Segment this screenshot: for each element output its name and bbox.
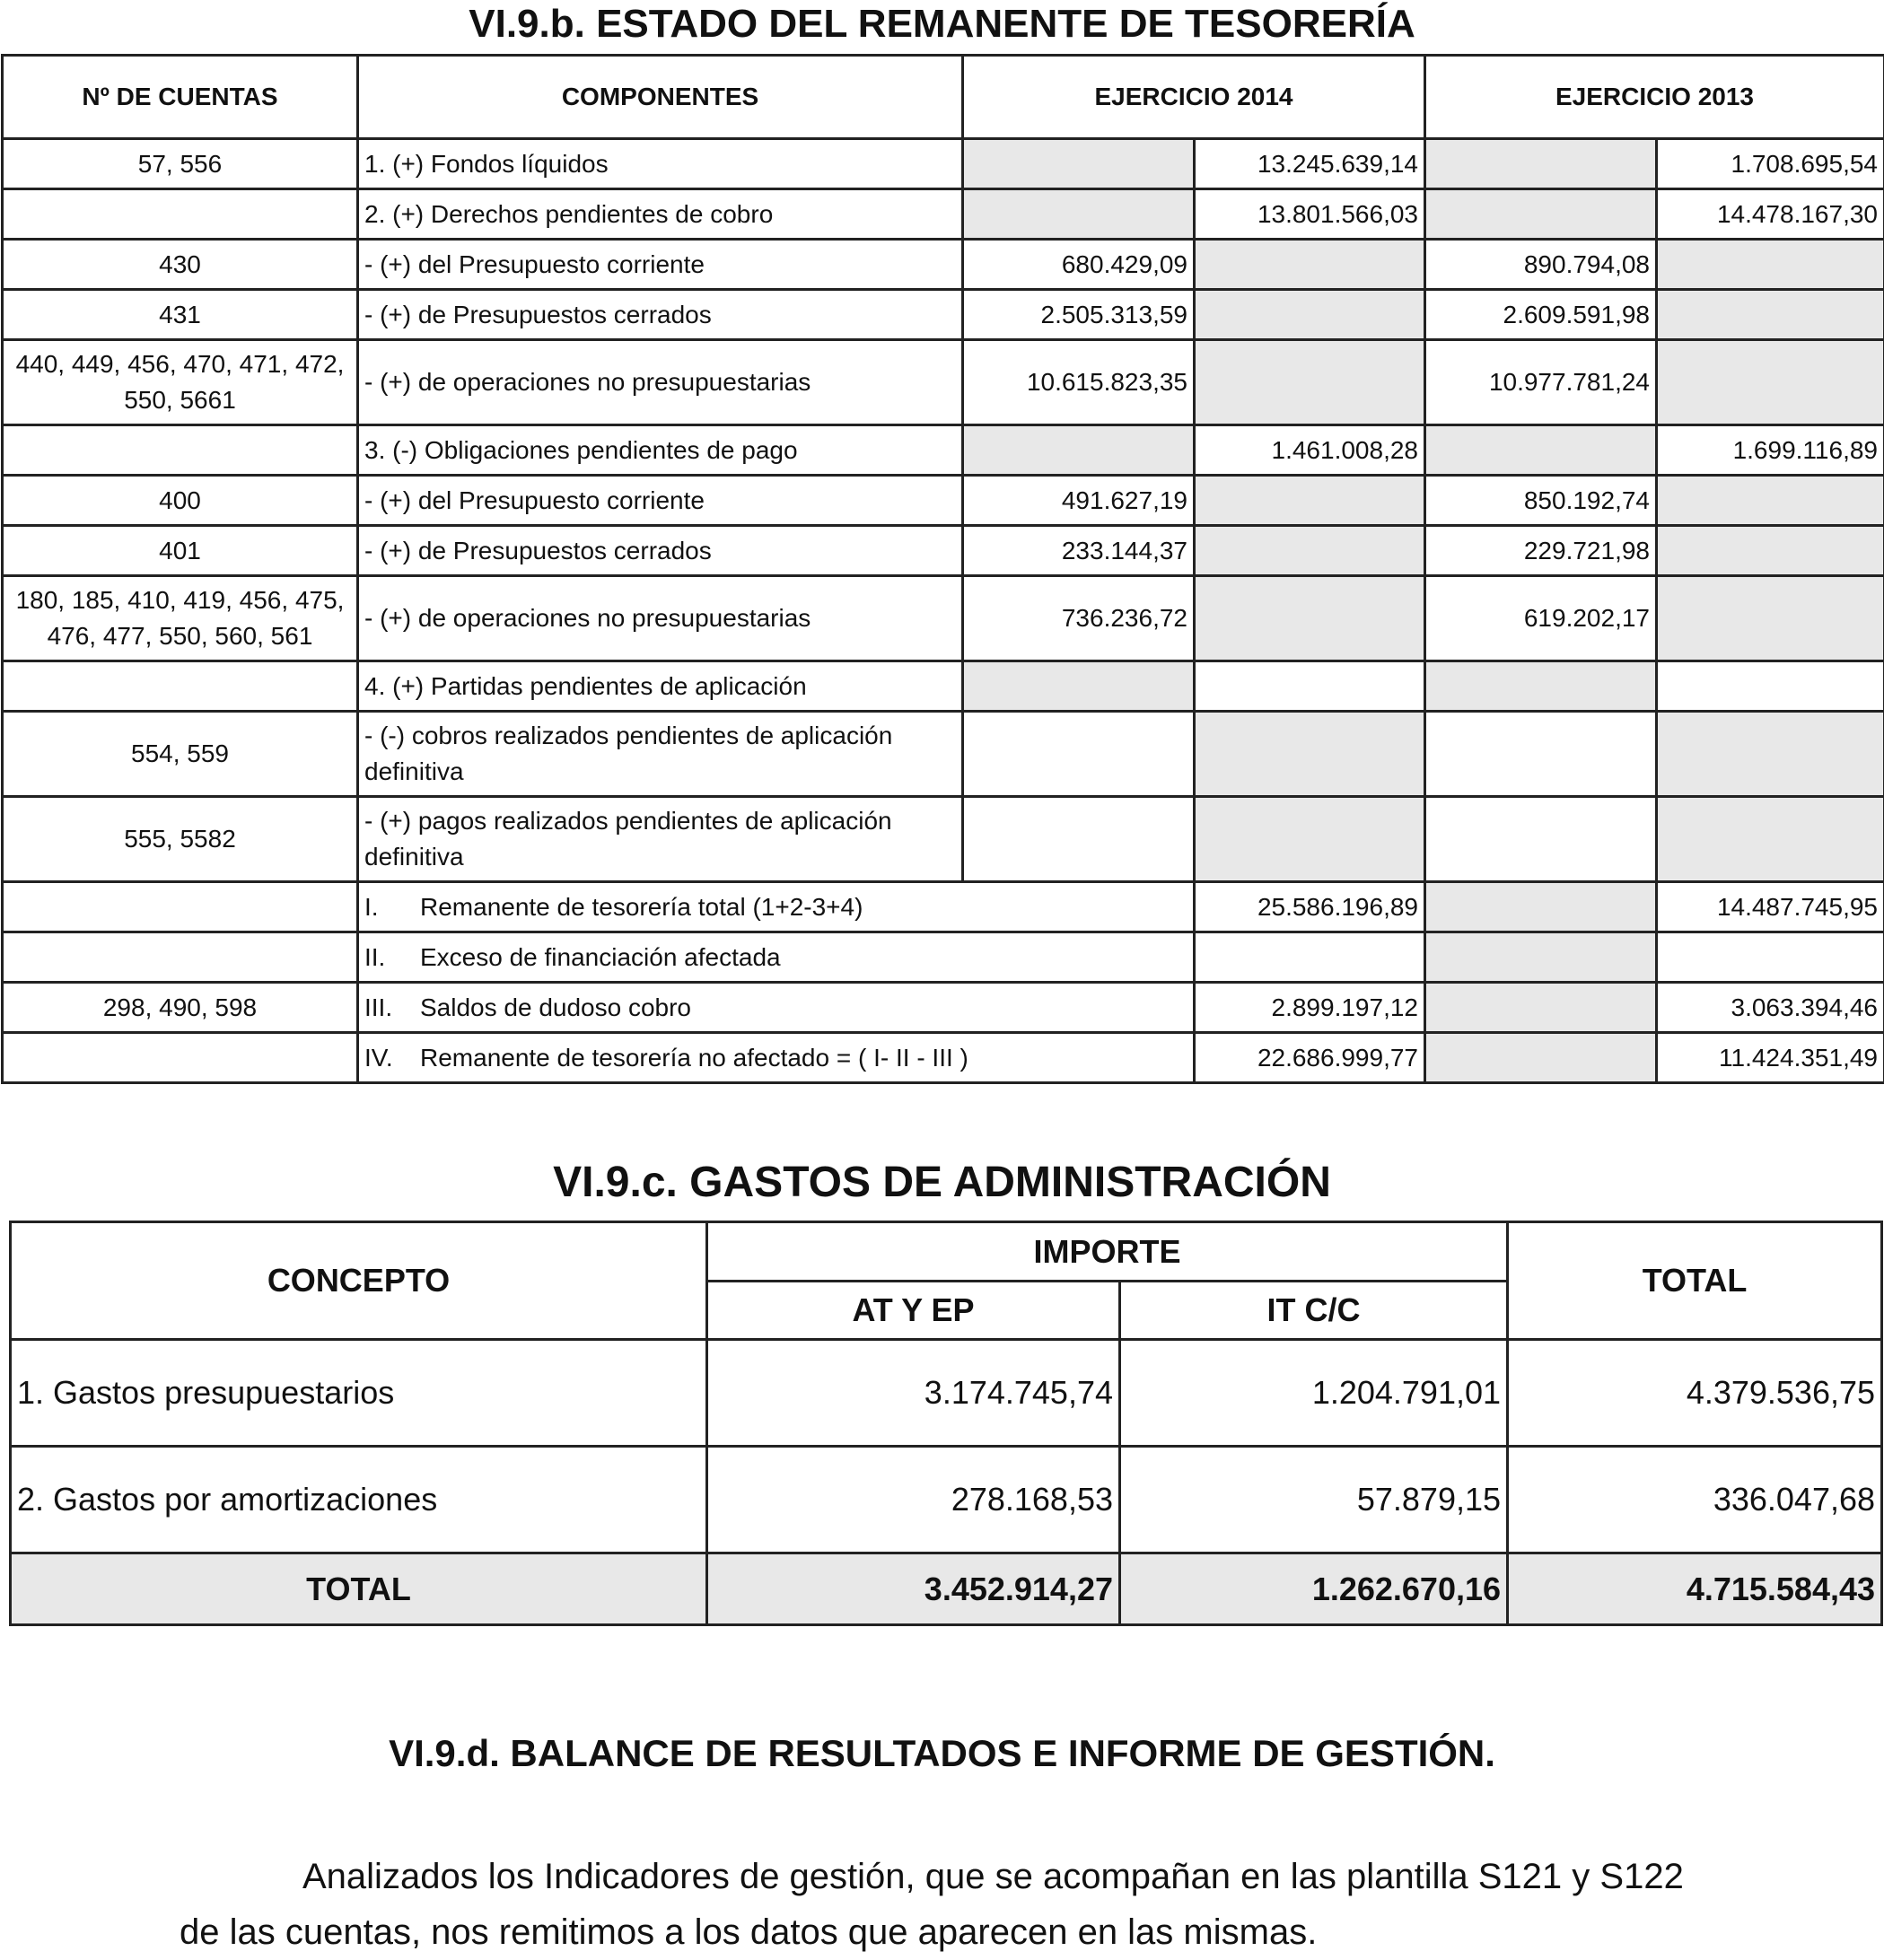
value-cell: 2.609.591,98 xyxy=(1425,290,1657,340)
value-cell xyxy=(1425,983,1657,1033)
value-cell: 736.236,72 xyxy=(963,576,1195,661)
cuentas-cell: 400 xyxy=(3,476,358,526)
value-cell xyxy=(963,425,1195,476)
cuentas-cell xyxy=(3,882,358,932)
cuentas-cell xyxy=(3,189,358,240)
header-total: TOTAL xyxy=(1508,1222,1882,1340)
value-cell: 890.794,08 xyxy=(1425,240,1657,290)
summary-label-cell xyxy=(358,932,1195,983)
paragraph-line-1: Analizados los Indicadores de gestión, que se acompañan en las plantilla S121 y S122 xyxy=(180,1849,1705,1904)
value-cell xyxy=(1657,476,1884,526)
cuentas-cell: 554, 559 xyxy=(3,712,358,797)
value-cell: 3.174.745,74 xyxy=(707,1340,1120,1447)
summary-row xyxy=(3,882,1884,932)
componente-cell: - (+) pagos realizados pendientes de aplicación definitiva xyxy=(358,797,963,882)
value-cell xyxy=(1657,240,1884,290)
table-row xyxy=(3,526,1884,576)
cuentas-cell xyxy=(3,932,358,983)
value-cell xyxy=(1657,576,1884,661)
cuentas-cell xyxy=(3,1033,358,1083)
summary-row xyxy=(3,932,1884,983)
value-cell: 229.721,98 xyxy=(1425,526,1657,576)
value-cell: 1.699.116,89 xyxy=(1657,425,1884,476)
table-header-row xyxy=(11,1222,1882,1282)
cuentas-cell xyxy=(3,661,358,712)
value-cell xyxy=(1195,712,1425,797)
value-cell xyxy=(1425,797,1657,882)
value-cell xyxy=(1425,189,1657,240)
value-cell: 2.505.313,59 xyxy=(963,290,1195,340)
componente-cell: - (+) de Presupuestos cerrados xyxy=(358,526,963,576)
table-row xyxy=(3,661,1884,712)
componente-cell: 2. (+) Derechos pendientes de cobro xyxy=(358,189,963,240)
cuentas-cell xyxy=(3,425,358,476)
remanente-tesoreria-table xyxy=(1,54,1884,1084)
table-row xyxy=(3,476,1884,526)
value-cell: 2.899.197,12 xyxy=(1195,983,1425,1033)
value-cell xyxy=(1657,290,1884,340)
value-cell xyxy=(963,139,1195,189)
value-cell xyxy=(1657,526,1884,576)
gastos-administracion-table xyxy=(9,1221,1883,1626)
roman-numeral: I. xyxy=(364,889,420,925)
table-row xyxy=(11,1447,1882,1553)
table-row xyxy=(3,240,1884,290)
value-cell xyxy=(1425,425,1657,476)
value-cell xyxy=(1425,139,1657,189)
header-it-cc: IT C/C xyxy=(1120,1282,1508,1340)
value-cell xyxy=(1195,797,1425,882)
value-cell: 25.586.196,89 xyxy=(1195,882,1425,932)
paragraph-line-2: de las cuentas, nos remitimos a los datos que aparecen en las mismas. xyxy=(180,1904,1705,1960)
header-cuentas: Nº DE CUENTAS xyxy=(3,56,358,139)
value-cell xyxy=(1425,932,1657,983)
componente-cell: - (-) cobros realizados pendientes de aplicación definitiva xyxy=(358,712,963,797)
value-cell: 10.977.781,24 xyxy=(1425,340,1657,425)
header-at-y-ep: AT Y EP xyxy=(707,1282,1120,1340)
section-c-title: VI.9.c. GASTOS DE ADMINISTRACIÓN xyxy=(0,1158,1884,1207)
cuentas-cell: 57, 556 xyxy=(3,139,358,189)
value-cell xyxy=(1657,340,1884,425)
value-cell xyxy=(1657,712,1884,797)
table-row xyxy=(3,189,1884,240)
value-cell: 1.461.008,28 xyxy=(1195,425,1425,476)
value-cell xyxy=(1425,661,1657,712)
value-cell: 619.202,17 xyxy=(1425,576,1657,661)
cuentas-cell: 555, 5582 xyxy=(3,797,358,882)
total-row xyxy=(11,1553,1882,1625)
value-cell: 3.063.394,46 xyxy=(1657,983,1884,1033)
value-cell xyxy=(1657,932,1884,983)
value-cell: 22.686.999,77 xyxy=(1195,1033,1425,1083)
value-cell xyxy=(1195,661,1425,712)
componente-cell: - (+) de operaciones no presupuestarias xyxy=(358,576,963,661)
roman-numeral: III. xyxy=(364,990,420,1026)
table-row xyxy=(11,1340,1882,1447)
section-b-title: VI.9.b. ESTADO DEL REMANENTE DE TESORERÍA xyxy=(0,2,1884,47)
value-cell: 491.627,19 xyxy=(963,476,1195,526)
value-cell xyxy=(963,661,1195,712)
cuentas-cell: 180, 185, 410, 419, 456, 475, 476, 477, 550, 560, 561 xyxy=(3,576,358,661)
value-cell: 336.047,68 xyxy=(1508,1447,1882,1553)
header-ejercicio-2014: EJERCICIO 2014 xyxy=(963,56,1425,139)
table-row xyxy=(3,797,1884,882)
componente-cell: 1. (+) Fondos líquidos xyxy=(358,139,963,189)
cuentas-cell: 298, 490, 598 xyxy=(3,983,358,1033)
header-ejercicio-2013: EJERCICIO 2013 xyxy=(1425,56,1884,139)
summary-label-cell xyxy=(358,983,1195,1033)
header-componentes: COMPONENTES xyxy=(358,56,963,139)
table-row xyxy=(3,425,1884,476)
summary-label: Remanente de tesorería no afectado = ( I- II - III ) xyxy=(420,1044,968,1072)
value-cell xyxy=(1425,712,1657,797)
value-cell: 1.708.695,54 xyxy=(1657,139,1884,189)
value-cell xyxy=(1425,882,1657,932)
value-cell xyxy=(1657,797,1884,882)
value-cell xyxy=(963,189,1195,240)
componente-cell: 4. (+) Partidas pendientes de aplicación xyxy=(358,661,963,712)
value-cell: 4.715.584,43 xyxy=(1508,1553,1882,1625)
roman-numeral: IV. xyxy=(364,1040,420,1076)
value-cell: 14.487.745,95 xyxy=(1657,882,1884,932)
value-cell: 680.429,09 xyxy=(963,240,1195,290)
gestion-paragraph xyxy=(180,1849,1705,1960)
table-row xyxy=(3,576,1884,661)
cuentas-cell: 440, 449, 456, 470, 471, 472, 550, 5661 xyxy=(3,340,358,425)
table-row xyxy=(3,712,1884,797)
summary-row xyxy=(3,983,1884,1033)
componente-cell: - (+) de operaciones no presupuestarias xyxy=(358,340,963,425)
summary-label: Exceso de financiación afectada xyxy=(420,943,781,971)
value-cell: 10.615.823,35 xyxy=(963,340,1195,425)
cuentas-cell: 430 xyxy=(3,240,358,290)
total-label: TOTAL xyxy=(11,1553,707,1625)
header-importe: IMPORTE xyxy=(707,1222,1508,1282)
cuentas-cell: 401 xyxy=(3,526,358,576)
table-header-row xyxy=(3,56,1884,139)
summary-row xyxy=(3,1033,1884,1083)
componente-cell: - (+) del Presupuesto corriente xyxy=(358,240,963,290)
value-cell xyxy=(1195,476,1425,526)
table-row xyxy=(3,139,1884,189)
section-d-title: VI.9.d. BALANCE DE RESULTADOS E INFORME DE GESTIÓN. xyxy=(0,1732,1884,1775)
value-cell: 4.379.536,75 xyxy=(1508,1340,1882,1447)
value-cell xyxy=(1195,526,1425,576)
roman-numeral: II. xyxy=(364,940,420,976)
value-cell xyxy=(1195,932,1425,983)
value-cell: 11.424.351,49 xyxy=(1657,1033,1884,1083)
value-cell: 13.801.566,03 xyxy=(1195,189,1425,240)
value-cell: 13.245.639,14 xyxy=(1195,139,1425,189)
value-cell: 3.452.914,27 xyxy=(707,1553,1120,1625)
cuentas-cell: 431 xyxy=(3,290,358,340)
value-cell: 57.879,15 xyxy=(1120,1447,1508,1553)
summary-label: Saldos de dudoso cobro xyxy=(420,993,691,1021)
value-cell xyxy=(1425,1033,1657,1083)
componente-cell: - (+) de Presupuestos cerrados xyxy=(358,290,963,340)
componente-cell: 3. (-) Obligaciones pendientes de pago xyxy=(358,425,963,476)
concepto-cell: 2. Gastos por amortizaciones xyxy=(11,1447,707,1553)
value-cell: 233.144,37 xyxy=(963,526,1195,576)
value-cell xyxy=(1195,290,1425,340)
table-row xyxy=(3,290,1884,340)
summary-label-cell xyxy=(358,1033,1195,1083)
value-cell: 1.262.670,16 xyxy=(1120,1553,1508,1625)
value-cell: 278.168,53 xyxy=(707,1447,1120,1553)
value-cell xyxy=(963,797,1195,882)
table-row xyxy=(3,340,1884,425)
concepto-cell: 1. Gastos presupuestarios xyxy=(11,1340,707,1447)
value-cell xyxy=(1195,240,1425,290)
header-concepto: CONCEPTO xyxy=(11,1222,707,1340)
value-cell: 850.192,74 xyxy=(1425,476,1657,526)
value-cell xyxy=(1195,340,1425,425)
value-cell xyxy=(1657,661,1884,712)
value-cell xyxy=(1195,576,1425,661)
componente-cell: - (+) del Presupuesto corriente xyxy=(358,476,963,526)
summary-label-cell xyxy=(358,882,1195,932)
summary-label: Remanente de tesorería total (1+2-3+4) xyxy=(420,893,863,921)
value-cell: 1.204.791,01 xyxy=(1120,1340,1508,1447)
value-cell xyxy=(963,712,1195,797)
value-cell: 14.478.167,30 xyxy=(1657,189,1884,240)
